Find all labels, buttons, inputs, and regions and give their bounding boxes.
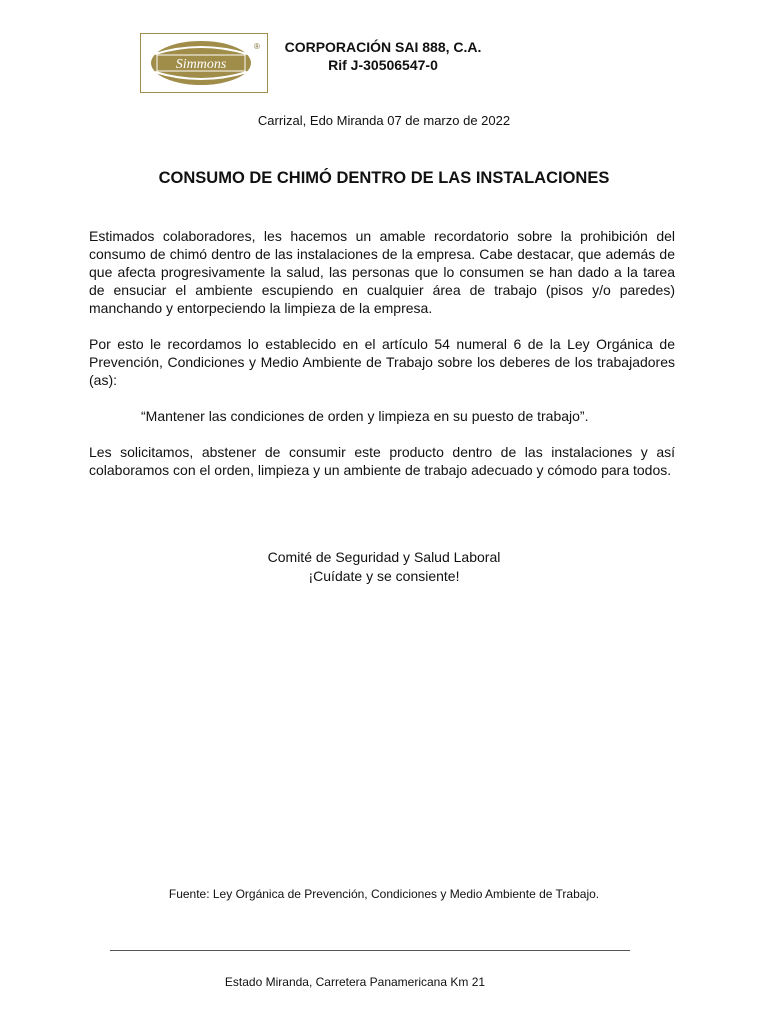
company-header: [276, 38, 490, 74]
document-body: [89, 227, 675, 497]
logo-text: Simmons: [175, 57, 227, 72]
footer-divider: [110, 950, 630, 951]
law-quote: “Mantener las condiciones de orden y limpieza en su puesto de trabajo”.: [141, 408, 589, 424]
signature-slogan: ¡Cuídate y se consiente!: [308, 568, 460, 584]
paragraph-request: Les solicitamos, abstener de consumir este producto dentro de las instalaciones y así colaboramos con el orden, limpieza y un ambiente de trabajo adecuado y cómodo para todos.: [89, 444, 675, 478]
footer-address: Estado Miranda, Carretera Panamericana Km 21: [224, 975, 486, 989]
date-line: Carrizal, Edo Miranda 07 de marzo de 2022: [257, 113, 511, 128]
document-title: CONSUMO DE CHIMÓ DENTRO DE LAS INSTALACIONES: [158, 169, 610, 187]
signature-block: [0, 548, 768, 586]
simmons-logo: [140, 33, 268, 93]
paragraph-intro: Estimados colaboradores, les hacemos un amable recordatorio sobre la prohibición del consumo de chimó dentro de las instalaciones de la empresa. Cabe destacar, que además de que afecta progresivamente la salud, las personas que lo consumen se han dado a la tarea de ensuciar el ambiente escupiendo en cualquier área de trabajo (pisos y/o paredes) manchando y entorpeciendo la limpieza de la empresa.: [89, 228, 675, 316]
company-rif: Rif J-30506547-0: [328, 57, 438, 73]
signature-committee: Comité de Seguridad y Salud Laboral: [267, 549, 501, 565]
source-note: Fuente: Ley Orgánica de Prevención, Condiciones y Medio Ambiente de Trabajo.: [168, 887, 600, 901]
registered-mark: ®: [254, 42, 260, 51]
company-name: CORPORACIÓN SAI 888, C.A.: [284, 39, 482, 55]
paragraph-law: Por esto le recordamos lo establecido en el artículo 54 numeral 6 de la Ley Orgánica de Prevención, Condiciones y Medio Ambiente de Trabajo sobre los deberes de los trabajadores (as):: [89, 336, 675, 388]
